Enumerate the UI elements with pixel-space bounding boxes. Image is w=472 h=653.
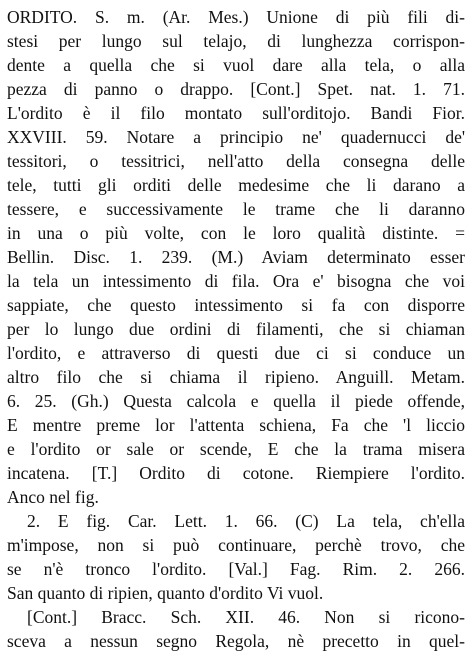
text-line: l'ordito, e attraverso di questi due ci si conduce un [7, 343, 465, 363]
text-line: ORDITO. S. m. (Ar. Mes.) Unione di più fili di- [7, 7, 465, 27]
text-line: Bellin. Disc. 1. 239. (M.) Aviam determinato esser [7, 247, 465, 267]
text-line: L'ordito è il filo montato sull'orditojo. Bandi Fior. [7, 103, 465, 123]
dictionary-entry-ordito [7, 5, 465, 651]
text-line: Anco nel fig. [7, 487, 99, 507]
text-line: stesi per lungo sul telajo, di lunghezza corrispon- [7, 31, 465, 51]
text-line: se n'è tronco l'ordito. [Val.] Fag. Rim. 2. 266. [7, 559, 465, 579]
text-line: XXVIII. 59. Notare a principio ne' quadernucci de' [7, 127, 465, 147]
text-line: tele, tutti gli orditi delle medesime che li darano a [7, 175, 465, 195]
text-line: incatena. [T.] Ordito di cotone. Riempiere l'ordito. [7, 463, 465, 483]
text-line: e l'ordito or sale or scende, E che la trama misera [7, 439, 465, 459]
text-line: altro filo che si chiama il ripieno. Anguill. Metam. [7, 367, 465, 387]
text-line: dente a quella che si vuol dare alla tela, o alla [7, 55, 465, 75]
text-line: tessitori, o tessitrici, nell'atto della consegna delle [7, 151, 465, 171]
text-line: 6. 25. (Gh.) Questa calcola e quella il piede offende, [7, 391, 465, 411]
text-line: per lo lungo due ordini di filamenti, che si chiaman [7, 319, 465, 339]
text-line: San quanto di ripien, quanto d'ordito Vi vuol. [7, 583, 324, 603]
text-line: E mentre preme lor l'attenta schiena, Fa che 'l liccio [7, 415, 465, 435]
text-line: la tela un intessimento di fila. Ora e' bisogna che voi [7, 271, 465, 291]
text-line: 2. E fig. Car. Lett. 1. 66. (C) La tela, ch'ella [27, 511, 465, 531]
text-line: sceva a nessun segno Regola, nè precetto in quel- [7, 631, 465, 651]
text-line: m'impose, non si può continuare, perchè trovo, che [7, 535, 465, 555]
text-line: in una o più volte, con le loro qualità distinte. = [7, 223, 465, 243]
text-line: pezza di panno o drappo. [Cont.] Spet. nat. 1. 71. [7, 79, 465, 99]
text-line: tessere, e successivamente le trame che li daranno [7, 199, 465, 219]
text-line: [Cont.] Bracc. Sch. XII. 46. Non si ricono- [27, 607, 465, 627]
text-line: sappiate, che questo intessimento si fa con disporre [7, 295, 465, 315]
